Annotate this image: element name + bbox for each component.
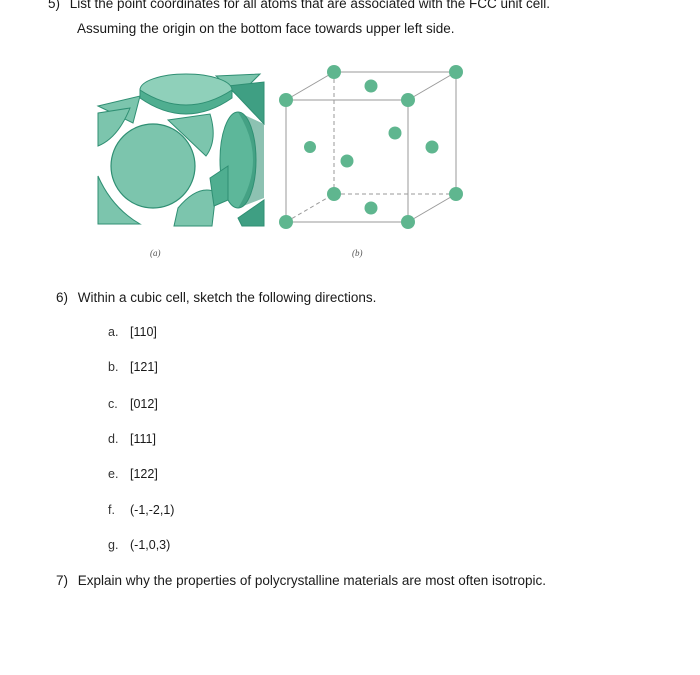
sphere-front-face — [111, 124, 195, 208]
figure-a-caption: (a) — [150, 248, 161, 258]
item-label: c. — [108, 397, 118, 411]
item-value: [012] — [130, 397, 158, 411]
sphere-wedge-right-mid — [210, 166, 228, 206]
question-5-line-2: Assuming the origin on the bottom face towards upper left side. — [77, 21, 455, 36]
question-6 — [56, 290, 376, 305]
direction-item — [108, 360, 158, 374]
item-label: e. — [108, 467, 119, 481]
atom-face-left — [304, 141, 316, 153]
question-6-text: Within a cubic cell, sketch the following directions. — [77, 290, 377, 305]
item-label: b. — [108, 360, 119, 374]
atom-corner-front-top-left — [279, 93, 293, 107]
direction-item — [108, 397, 158, 411]
item-value: [121] — [130, 360, 158, 374]
question-5-number: 5) — [48, 0, 61, 11]
fcc-lattice-point-model — [274, 62, 469, 242]
direction-item — [108, 503, 174, 517]
atom-corner-back-bottom-left — [327, 187, 341, 201]
atom-face-right — [426, 141, 439, 154]
item-value: [111] — [130, 432, 156, 446]
fcc-hard-sphere-model — [88, 68, 273, 243]
atom-face-bottom — [365, 202, 378, 215]
direction-item — [108, 467, 158, 481]
question-7-number: 7) — [56, 573, 69, 588]
atom-corner-front-top-right — [401, 93, 415, 107]
question-7-text: Explain why the properties of polycrystalline materials are most often isotropic. — [77, 573, 546, 588]
atom-face-top — [365, 80, 378, 93]
atom-face-back — [389, 127, 402, 140]
item-value: [110] — [130, 325, 157, 339]
atom-corner-back-top-right — [449, 65, 463, 79]
atom-corner-back-bottom-right — [449, 187, 463, 201]
direction-item — [108, 538, 170, 552]
item-label: a. — [108, 325, 119, 339]
direction-item — [108, 325, 157, 339]
question-6-number: 6) — [56, 290, 69, 305]
atom-corner-front-bottom-left — [279, 215, 293, 229]
item-label: f. — [108, 503, 115, 517]
item-value: [122] — [130, 467, 158, 481]
direction-item — [108, 432, 156, 446]
atom-face-front — [341, 155, 354, 168]
item-value: (-1,0,3) — [130, 538, 171, 552]
figure-b-caption: (b) — [352, 248, 363, 258]
question-5-line-1 — [48, 0, 550, 11]
atom-corner-front-bottom-right — [401, 215, 415, 229]
question-5-text: List the point coordinates for all atoms that are associated with the FCC unit cell. — [69, 0, 551, 11]
item-label: g. — [108, 538, 119, 552]
item-label: d. — [108, 432, 119, 446]
item-value: (-1,-2,1) — [130, 503, 175, 517]
question-7 — [56, 573, 546, 588]
atom-corner-back-top-left — [327, 65, 341, 79]
